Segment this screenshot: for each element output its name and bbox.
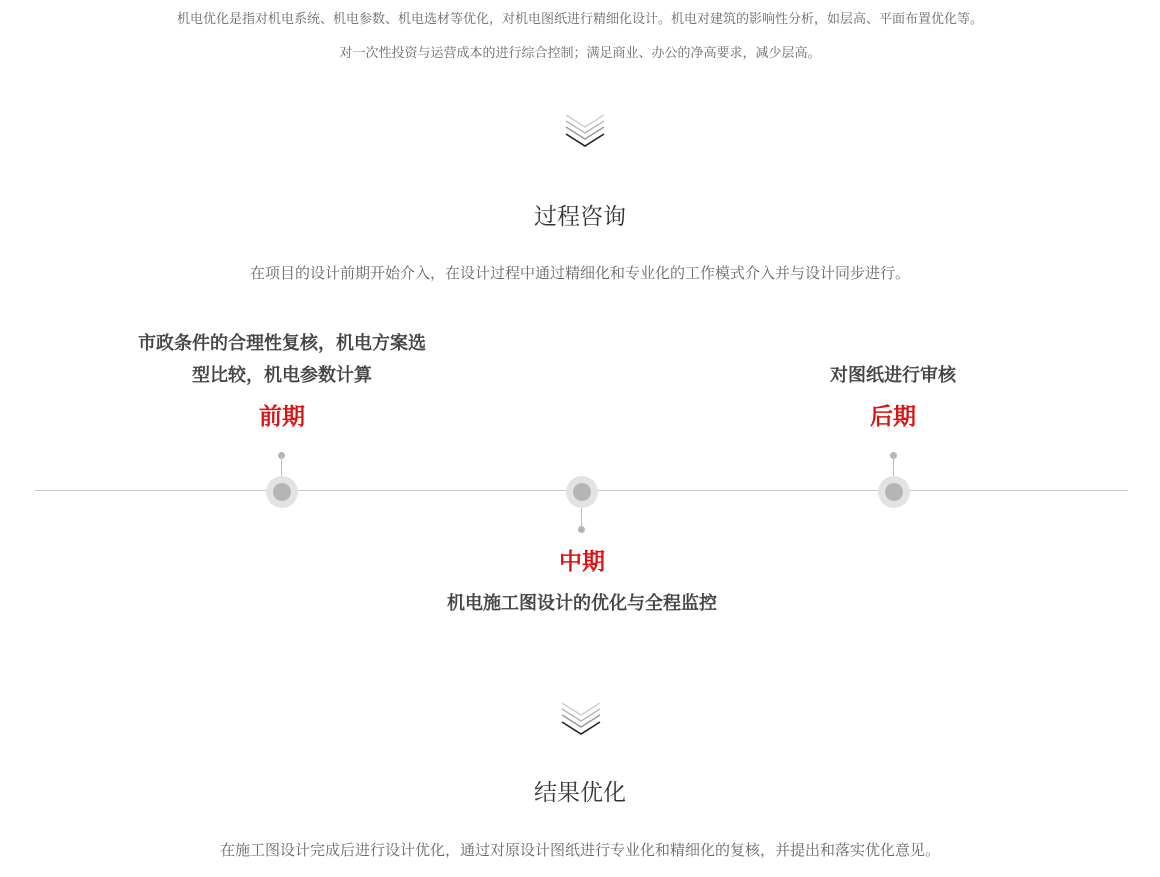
early-phase-desc-line-1: 市政条件的合理性复核，机电方案选 <box>138 333 426 354</box>
late-node-icon <box>878 476 910 508</box>
early-connector-stem <box>281 456 282 476</box>
late-phase-name: 后期 <box>870 404 916 430</box>
intro-line-2: 对一次性投资与运营成本的进行综合控制；满足商业、办公的净高要求，减少层高。 <box>339 46 821 61</box>
middle-connector-stem <box>581 508 582 528</box>
early-phase-desc-line-2: 型比较，机电参数计算 <box>192 365 372 386</box>
intro-line-1: 机电优化是指对机电系统、机电参数、机电选材等优化，对机电图纸进行精细化设计。机电对建筑的影响性分析，如层高、平面布置优化等。 <box>176 12 983 27</box>
late-phase-desc: 对图纸进行审核 <box>830 365 956 386</box>
process-description: 在项目的设计前期开始介入，在设计过程中通过精细化和专业化的工作模式介入并与设计同步进行。 <box>249 264 910 282</box>
middle-phase-desc: 机电施工图设计的优化与全程监控 <box>447 593 717 614</box>
result-description: 在施工图设计完成后进行设计优化，通过对原设计图纸进行专业化和精细化的复核，并提出和落实优化意见。 <box>219 841 940 859</box>
middle-connector-dot <box>578 526 585 533</box>
late-connector-stem <box>893 456 894 476</box>
middle-node-icon <box>566 476 598 508</box>
early-node-icon <box>266 476 298 508</box>
result-title: 结果优化 <box>534 780 626 806</box>
chevron-down-icon <box>556 700 606 740</box>
early-phase-name: 前期 <box>259 404 305 430</box>
process-title: 过程咨询 <box>534 204 626 230</box>
middle-phase-name: 中期 <box>559 549 605 575</box>
